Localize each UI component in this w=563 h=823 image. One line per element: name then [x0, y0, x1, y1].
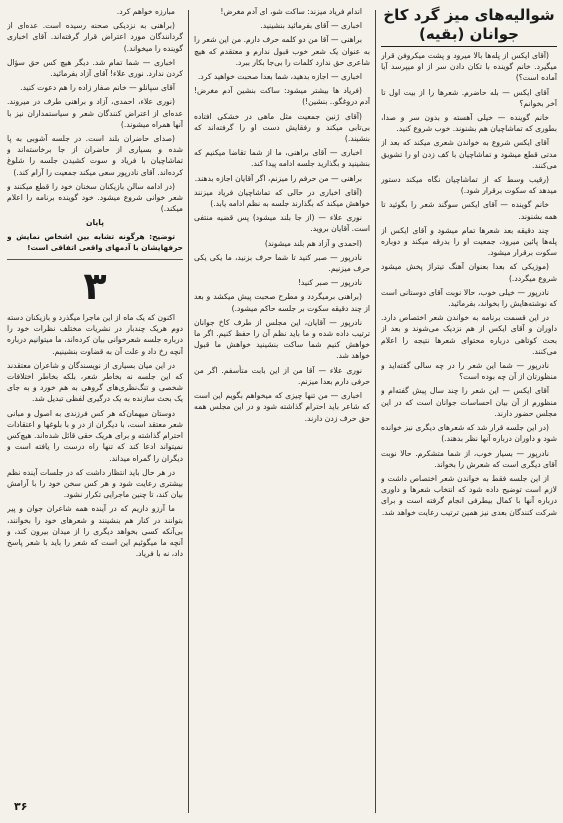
paragraph: براهنی — آقا من دو کلمه حرف دارم. من این شعر را به عنوان یک شعر خوب قبول ندارم و معتقدم که هیچ شاعری حق ندارد کلمات را بی‌جا بکار ببرد. [194, 35, 370, 67]
paragraph: (رقیب وسط که از تماشاچیان نگاه میکند دستور میدهد که سکوت برقرار شود.) [381, 175, 557, 196]
paragraph: از این جلسه فقط به خواندن شعر اختصاص داشت و لازم است توضیح داده شود که انتخاب شعرها و داوری درباره آنها با کمال بیطرفی انجام گرفته است و برای شرکت کنندگان بعدی نیز همین ترتیب رعایت خواهد شد. [381, 473, 557, 517]
column-divider [188, 10, 189, 813]
paragraph: نوری علاء — (از جا بلند میشود) پس قضیه منتفی است. آقایان بروید. [194, 213, 370, 234]
paragraph: آقای ایکس — این شعر را چند سال پیش گفته‌ام و منظورم از آن بیان احساسات جوانان است که در این مجلس حضور دارند. [381, 386, 557, 418]
paragraph: اندام فریاد میزند: ساکت شو، ای آدم مغرض! [220, 7, 362, 16]
paragraph: نوری علاء — آقا من از این بابت متأسفم. اگر من حرفی دارم بعدا میزنم. [194, 365, 370, 386]
paragraph: در این میان بسیاری از نویسندگان و شاعران معتقدند که این جلسه نه بخاطر شعر، بلکه بخاطر اختلافات شخصی و تنگ‌نظری‌های گروهی به هم خورد و به جای یک بحث سازنده به یک درگیری لفظی تبدیل شد. [7, 360, 183, 404]
page-number: ۳۶ [14, 800, 28, 813]
paragraph: (در این جلسه قرار شد که شعرهای دیگری نیز خوانده شود و داوران درباره آنها نظر بدهند.) [381, 423, 557, 444]
paragraph: آقای ایکس شروع به خواندن شعری میکند که بعد از مدتی قطع میشود و تماشاچیان با کف زدن او را تشویق می‌کنند. [381, 138, 557, 170]
paragraph: در این قسمت برنامه به خواندن شعر اختصاص دارد. داوران و آقای ایکس از هم نزدیک می‌شوند و بعد از بحث کوتاهی درباره محتوای شعرها نتیجه را اعلام می‌کنند. [381, 313, 557, 356]
paragraph: نادرپور — آقایان، این مجلس از طرف کاخ جوانان ترتیب داده شده و ما باید نظم آن را حفظ کنیم. اگر ما خواهش کنیم شما ساکت بنشینید خواهش ما قبول خواهد شد. [194, 317, 370, 361]
column-middle-body [194, 6, 370, 424]
paragraph: اخباری — من تنها چیزی که میخواهم بگویم این است که شاعر باید احترام گذاشته شود و در این مجلس همه حق حرف زدن دارند. [194, 391, 370, 423]
paragraph: (در ادامه سالن بازیکنان سخنان خود را قطع میکنند و شعر خوانی شروع میشود. خود گوینده برنامه را اعلام میکند.) [7, 181, 183, 214]
paragraph: نادرپور — صبر کنید تا شما حرف بزنید، ما یکی یکی حرف میزنیم. [194, 252, 370, 274]
paragraph: خانم گوینده — آقای ایکس سوگند شعر را بگوئید تا همه بشنوند. [381, 200, 557, 221]
paragraph: در هر حال باید انتظار داشت که در جلسات آینده نظم بیشتری رعایت شود و هر کس سخن خود را با آرامش بیان کند، تا چنین ماجرایی تکرار نشود. [7, 467, 183, 500]
paragraph: (آقای ایکس از پله‌ها بالا میرود و پشت میکروفن قرار میگیرد. خانم گوینده با تکان دادن سر از او میپرسد آیا آماده است؟) [381, 51, 557, 83]
column-middle [194, 6, 370, 817]
paragraph: اکنون که یک ماه از این ماجرا میگذرد و بازیکنان دسته دوم هریک چندبار در نشریات مختلف نظرات خود را درباره جلسه شعرخوانی بیان کرده‌اند، ما میتوانیم درباره آنچه رخ داد و علت آن به قضاوت بنشینیم. [7, 313, 183, 356]
column-right-body [381, 50, 557, 518]
section-body [7, 312, 183, 559]
paragraph: (صدای حاضران بلند است. در جلسه آشوبی به پا شده و بسیاری از حاضران از جا برخاسته‌اند و تماشاچیان با فریاد و سوت کشیدن جلسه را شلوغ کرده‌اند. آقای نادرپور سعی میکند جمعیت را آرام کند.) [7, 134, 183, 177]
paragraph: (احمدی و آزاد هم بلند میشوند) [264, 238, 362, 248]
paragraph: براهنی — من حرفم را میزنم، اگر آقایان اجازه بدهند. [194, 173, 362, 183]
magazine-page [6, 6, 557, 817]
paragraph: ما آرزو داریم که در آینده همه شاعران جوان و پیر بتوانند در کنار هم بنشینند و شعرهای خود را بخوانند، بی‌آنکه کسی بخواهد دیگری را از میدان بیرون کند، و آنچه ما میگوئیم این است که شعر را باید با شعر پاسخ داد، نه با فریاد. [7, 504, 183, 559]
paragraph: چند دقیقه بعد شعرها تمام میشود و آقای ایکس از پله‌ها پائین میرود، جمعیت او را بدرقه میکند و دوباره سکوت برقرار میشود. [381, 225, 557, 258]
paragraph: (نوری علاء، احمدی، آزاد و براهنی طرف در میروند. عده‌ای از اعتراض کنندگان شعر و سیاستمداران نیز با آنها همراه میشوند.) [7, 97, 183, 129]
paragraph: (براهنی به نزدیکی صحنه رسیده است. عده‌ای از گردانندگان مورد اعتراض قرار گرفته‌اند. آقای اخباری گوینده را میخواند.) [7, 21, 183, 53]
column-left-body [7, 6, 183, 214]
paragraph: آقای ایکس — بله حاضرم. شعرها را از بیت اول تا آخر بخوانم؟ [381, 87, 557, 108]
paragraph: (براهنی برمیگردد و مطرح صحبت پیش میکشد و بعد از چند دقیقه سکوت بر جلسه حاکم میشود.) [194, 292, 370, 313]
paragraph: دوستان میهمان‌که هر کس فرزندی به اصول و مبانی شعر معتقد است، با دیگران از در و با بلوغها و اعتقادات احترام گذاشته و برای هریک حقی قائل شده‌اند. هیچ‌کس نمیتواند ادعا کند که تنها راه درست را یافته است و دیگران را گمراه میداند. [7, 408, 183, 463]
editor-note: توضیح: هرگونه تشابه بین اشخاص نمایش و حرفهایشان با آدمهای واقعی اتفاقی است! [7, 231, 183, 252]
column-left [7, 6, 183, 817]
paragraph: (فریاد ها بیشتر میشود: ساکت بنشین آدم مغرض! آدم دروغگو.. بنشین!) [194, 86, 370, 107]
paragraph: (موزیکی که بعدا بعنوان آهنگ تیتراژ پخش میشود شروع میگردد.) [381, 262, 557, 283]
paragraph: (آقای اخباری در حالی که تماشاچیان فریاد میزنند خواهش میکند که بگذارند جلسه به نظم ادامه یابد.) [194, 187, 370, 209]
paragraph: اخباری — آقای براهنی، ما از شما تقاضا میکنیم که بنشینید و بگذارید جلسه ادامه پیدا کند. [194, 148, 370, 169]
paragraph: اخباری — اجازه بدهید، شما بعدا صحبت خواهید کرد. [197, 72, 362, 82]
section-number: ۳ [7, 259, 183, 308]
paragraph: نادرپور — صبر کنید! [297, 278, 362, 288]
paragraph: اخباری — شما تمام شد. دیگر هیچ کس حق سؤال کردن ندارد. نوری علاء! آقای آزاد بفرمائید. [7, 57, 183, 79]
column-right [381, 6, 557, 817]
end-label: پایان [86, 218, 104, 228]
paragraph: خانم گوینده — خیلی آهسته و بدون سر و صدا، بطوری که تماشاچیان هم بشنوند. خوب شروع کنید. [381, 113, 557, 134]
article-columns [6, 6, 557, 817]
paragraph: اخباری — آقای بفرمائید بنشینید. [260, 21, 362, 31]
column-divider [375, 10, 376, 813]
paragraph: نادرپور — بسیار خوب، از شما متشکرم. حالا نوبت آقای دیگری است که شعرش را بخواند. [381, 448, 557, 469]
article-headline: شوالیه‌های میز گرد کاخ جوانان (بقیه) [381, 6, 557, 47]
paragraph: مبارزه خواهم کرد. [116, 7, 175, 16]
paragraph: نادرپور — خیلی خوب، حالا نوبت آقای دوستانی است که نوشته‌هایش را بخواند، بفرمائید. [381, 287, 557, 309]
paragraph: آقای سپانلو — خانم صفار زاده را هم دعوت کنید. [20, 83, 175, 93]
paragraph: (آقای ژنین جمعیت مثل ماهی در خشکی افتاده بی‌تابی میکند و رفقایش دست او را گرفته‌اند که بنشیند.) [194, 111, 370, 144]
paragraph: نادرپور — شما این شعر را در چه سالی گفته‌اید و منظورتان از آن چه بوده است؟ [381, 361, 557, 382]
